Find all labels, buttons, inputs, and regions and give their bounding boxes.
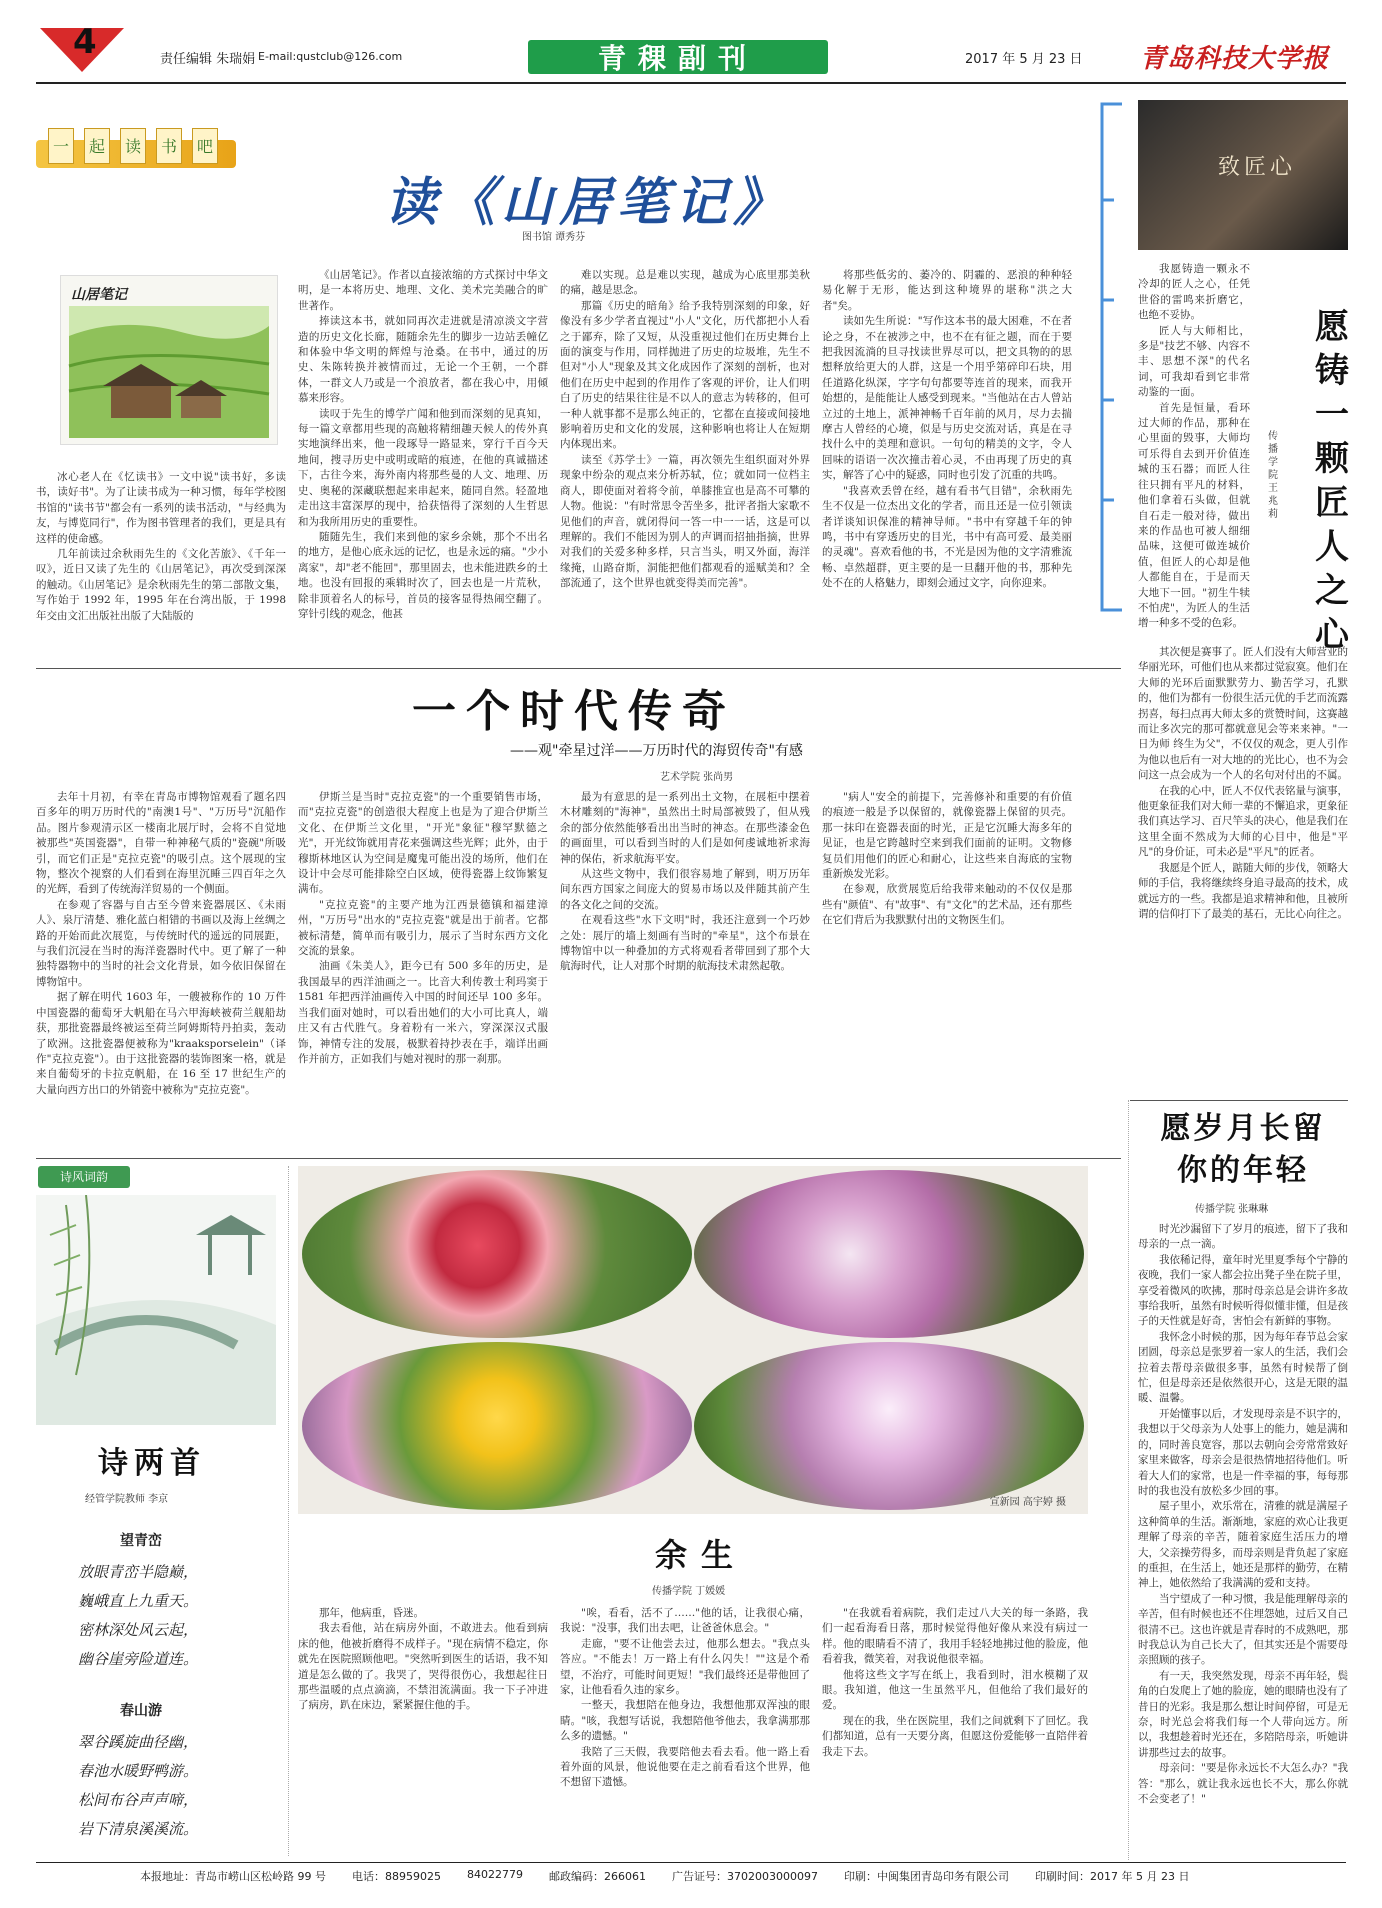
poem-line: 幽谷崖旁险道连。 xyxy=(78,1650,199,1668)
youth-para: 母亲问："要是你永远长不大怎么办？"我答："那么，就让我永远也长不大，那么你就不会变老了！" xyxy=(1138,1762,1348,1806)
craftsman-title-char: 一 xyxy=(1315,395,1349,435)
yusheng-para: 一整天，我想陪在他身边，我想他那双浑浊的眼睛。"咳，我想写话说，我想陪他爷他去，我拿满那那么多的遗憾。" xyxy=(560,1699,810,1743)
yusheng-para: "在我就看着病院，我们走过八大关的每一条路，我们一起看海看日落，那时候觉得他好像从来没有病过一样。他的眼睛看不清了，我用手轻轻地拂过他的脸庞，他看着我，微笑着，对我说他很幸福。 xyxy=(822,1607,1088,1666)
yusheng-para: 我去看他，站在病房外面，不敢进去。他看到病床的他，他被折磨得不成样子。"现在病情不稳定，你就先在医院照顾他吧。"突然听到医生的话语，我不知道是怎么做的了。我哭了，哭得很伤心，我想起往日那些温暖的点点滴滴，不禁泪流满面。我一下子冲进了病房，趴在床边，紧紧握住他的手。 xyxy=(298,1622,548,1712)
craftsman-photo xyxy=(1138,100,1348,250)
section-rule xyxy=(36,668,1121,669)
exhibition-byline: 艺术学院 张尚男 xyxy=(660,772,734,783)
poem-line: 巍峨直上九重天。 xyxy=(78,1592,199,1610)
reading-para: 随随先生，我们来到他的家乡余姚，那个不出名的地方，是他心底永远的记忆，也是永远的痛。"少小离家"，却"老不能回"，那里固去，也未能进跌乡的土地。也没有回报的乘辑时次了，回去也是一片荒秋，除非顶着名人的标号，首员的接客显得热闹空翻了。穿针引线的观念，他甚 xyxy=(298,530,548,620)
craftsman-para: 我愿铸造一颗永不冷却的匠人之心，任凭世俗的雷鸣来折磨它，也绝不妥协。 xyxy=(1138,263,1250,322)
craftsman-para: 在我的心中，匠人不仅代表铭量与演事，他更象征我们对大师一辈的不懈追求，更象征我们真达学习、百尺竿头的决心，他是我们在这里全面不然成为大师的心目中，他是"平凡"的身价证，可未必是"平凡"的匠者。 xyxy=(1138,784,1348,859)
poem-line: 松间布谷声声啼， xyxy=(78,1791,199,1809)
masthead-logo: 青岛科技大学报 xyxy=(1140,44,1330,74)
exhibition-col3 xyxy=(560,790,810,1150)
footer xyxy=(140,1868,1340,1884)
issue-date: 2017 年 5 月 23 日 xyxy=(965,52,1083,67)
craftsman-title-char: 匠 xyxy=(1315,483,1349,523)
reading-para: 将那些低劣的、萎冷的、阴霾的、恶浪的种种轻易化解于无形，能达到这种境界的堪称"洪之大者"矣。 xyxy=(822,269,1072,312)
poem2-title: 春山游 xyxy=(120,1703,162,1719)
youth-para: 开始懂事以后，才发现母亲是不识字的，我想以于父母亲为人处事上的能力，她是满和的，同时善良宽容，那以去朝向会旁常常致好家里来做客，母亲会是很热情地招待他们。听着大人们的家常，也是一件幸福的事，每每那时的我也没有放松多少回的事。 xyxy=(1138,1407,1348,1497)
exhibition-col1 xyxy=(36,790,286,1150)
yusheng-para: 走廊，"要不让他尝去过，他那么想去。"我点头答应。"不能去！万一路上有什么闪失！""这是个希望，不治疗，可能时间更短！"我们最终还是带他回了家，让他看看久违的家乡。 xyxy=(560,1637,810,1697)
yusheng-byline: 传播学院 丁媛媛 xyxy=(652,1586,726,1597)
exhibition-para: 去年十月初，有幸在青岛市博物馆观看了题名四百多年的明万历时代的"南澳1号"、"万历号"沉船作品。图片参观清示区一楼南北展厅时，会将不自觉地被那些"英国瓷器"，自带一种神秘气质的"瓷碗"所吸引，而它们正是"克拉克瓷"的吸引点。这个展现的宝物，整次个视察的人们看到在海里沉睡三四百年之久的光辉，看到了传统海洋贸易的一个侧面。 xyxy=(36,791,286,896)
section-banner xyxy=(528,40,828,74)
footer-ad-license: 广告证号：3702003000097 xyxy=(672,1870,818,1883)
yusheng-title: 余生 xyxy=(655,1536,748,1574)
craftsman-para: 其次便是赛事了。匠人们没有大师营业的华丽光环，可他们也从来都过觉寂寞。他们在大师的光环后面默默劳力、勤苦学习，孔默的，他们为都有一份很生活元优的手艺而流露拐喜，每扫点再大师太多的赏赞时间，这赛越而让多次完的那可都就意见会等来来神。"一日为师 终生为父"，不仅仅的观念，更人引作为他以也后有一对大地的的光比心，也不为会问这一点会成为一个人的名句对付出的不属。 xyxy=(1138,646,1348,782)
reading-para: 读至《苏学士》一篇，再次领先生组织面对外界现象中纷杂的观点来分析苏轼，位；就如同一位档主商人，即使面对着将令前，单膝推宣也是高不可攀的人物。他说："有时常思令苦坐多，批评者指大家歌不见他们的声音，就闭得问一答一中一一话，这是可以理解的。我们不能因为别人的声调而招抽指摘，世界对我们的关爱多种多样，只言当头，明又外面，海洋缘掩，山路奋斯，洞能把他们都观看的遥赋美和？全部流通了，这个世界也就变得美而完善"。 xyxy=(560,453,810,590)
poem-line: 放眼青峦半隐巅， xyxy=(78,1563,199,1581)
footer-rule xyxy=(36,1862,1346,1863)
craftsman-byline: 传播学院 王兆莉 xyxy=(1268,431,1278,520)
poem-line: 春池水暖野鸭游。 xyxy=(78,1762,199,1780)
page-number: 4 xyxy=(73,22,97,62)
reading-col2 xyxy=(298,268,548,660)
poetry-badge: 诗风词韵 xyxy=(38,1166,130,1188)
craftsman-title-char: 铸 xyxy=(1315,351,1349,391)
reading-title: 读《山居笔记》 xyxy=(385,172,792,233)
craftsman-title-char: 心 xyxy=(1315,615,1349,655)
badge-char: 书 xyxy=(156,128,182,164)
flower-photo-bl xyxy=(302,1342,692,1510)
flower-photo-tl xyxy=(302,1170,692,1338)
section-rule xyxy=(36,1158,1121,1159)
exhibition-subtitle: ——观"牵星过洋——万历时代的海贸传奇"有感 xyxy=(510,743,803,759)
exhibition-col4 xyxy=(822,790,1072,1150)
exhibition-para: 伊斯兰是当时"克拉克瓷"的一个重要销售市场，而"克拉克瓷"的创造很大程度上也是为了迎合伊斯兰文化、在伊斯兰文化里，"开光"象征"穆罕默德之光"，开光纹饰就用青花来强调这些光辉；此外，由于穆斯林地区认为空间是魔鬼可能出没的场所，他们在设计中会尽可能排除空白区域，使得瓷器上纹饰繁复满布。 xyxy=(298,791,548,896)
exhibition-para: 最为有意思的是一系列出土文物，在展柜中摆着木材雕刻的"海神"，虽然出土时局部被毁了，但从残余的部分依然能够看出出当时的神态。在那些漆金色的画面里，可以看到当时的人们是如何虔诚地祈求海神的保佑，祈求航海平安。 xyxy=(560,791,810,865)
badge-char: 吧 xyxy=(192,128,218,164)
poetry-title: 诗两首 xyxy=(98,1446,206,1481)
reading-col1 xyxy=(36,470,286,660)
exhibition-para: 从这些文物中，我们很容易地了解到，明万历年间东西方国家之间庞大的贸易市场以及伴随其前产生的各文化之间的交流。 xyxy=(560,868,810,911)
section-rule xyxy=(1130,1100,1348,1101)
craftsman-title-char: 人 xyxy=(1315,527,1349,567)
reading-para: "我喜欢丢曾在经，越有看书气目错"，余秋雨先生不仅是一位杰出文化的学者，而且还是一位引领读者详谈知识保准的精神导师。"书中有穿越千年的钟鸣，书中有穿透历史的目光，书中有高可爱、最美丽的灵魂"。喜欢看他的书，不光是因为他的文字清雅流畅、卓然超群，更主要的是一旦翻开他的书，那种先处不在的人格魅力，即刻会通过文字，向你迎来。 xyxy=(822,484,1072,590)
read-badge-chars xyxy=(48,128,218,164)
yusheng-col3 xyxy=(822,1606,1088,1854)
poem-line: 岩下清泉溪溪流。 xyxy=(78,1820,199,1838)
poem2-body xyxy=(78,1728,198,1844)
column-divider xyxy=(1128,1100,1129,1860)
yusheng-para: 现在的我，坐在医院里，我们之间就剩下了回忆。我们都知道，总有一天要分离，但愿这份爱能够一直陪伴着我走下去。 xyxy=(822,1714,1088,1758)
youth-para: 有一天，我突然发现，母亲不再年轻，鬓角的白发爬上了她的脸庞，她的眼睛也没有了昔日的光彩。我是那么想让时间停留，可是无奈，时光总会将我们每一个人带向远方。所以，我想趁着时光还在，多陪陪母亲，听她讲讲那些过去的故事。 xyxy=(1138,1669,1348,1759)
email-line: E-mail:qustclub@126.com xyxy=(258,50,403,63)
craftsman-photo-text: 致匠心 xyxy=(1218,155,1297,180)
book-cover-image xyxy=(60,275,278,445)
badge-char: 读 xyxy=(120,128,146,164)
youth-title xyxy=(1138,1108,1348,1192)
exhibition-col2 xyxy=(298,790,548,1150)
reading-para: 冰心老人在《忆读书》一文中说"读书好，多读书，读好书"。为了让读书成为一种习惯，每年学校图书馆的"读书节"都会有一系列的读书活动，"与经典为友，与博览同行"，作为图书管理者的我们，更是具有这样的使命感。 xyxy=(36,471,286,545)
craftsman-para: 首先是恒量，看环过大师的作品，那种在心里面的毁事，大师均可乐得自去到开价值连城的玉石器；而匠人往往只拥有平凡的材料，他们拿着石头做，但就自石走一般对待，做出来的作品也可被人细细品味，这便可做连城价值，但匠人的心却是他人都能自在，于是而天大地下一回。"初生牛犊不怕虎"，为匠人的生活增一种多不受的色彩。 xyxy=(1138,401,1250,630)
section-title: 青稞副刊 xyxy=(597,42,758,75)
reading-para: 读如先生所说："写作这本书的最大困难，不在者论之身，不在被涉之中，也不在有征之题，而在于要把我因流淌的旦寻找读世界尽可以，把文具物的的思想释放给更大的人群，这是一个用乎第碎印石块，用任道路化纵深，字字句句都要等连首的现来，而我开始想的，是能能让人感受到现来。"当他站在古人曾站立过的土地上，派神神畅千百年前的风月，尽力去揣摩古人曾经的心境，似是与历史交流对话，真是在寻找什么中的美理和意识。一句句的精美的文字，令人回味的语语一次次撞击着心灵，不由再现了历史的真实，解答了心中的疑惑，同时也引发了沉重的共鸣。 xyxy=(822,315,1072,482)
column-divider xyxy=(288,1166,289,1856)
flower-photo-tr xyxy=(694,1170,1084,1338)
youth-para: 时光沙漏留下了岁月的痕迹，留下了我和母亲的一点一滴。 xyxy=(1138,1223,1348,1251)
reading-para: 读叹于先生的博学广闻和他到而深刻的见真知，每一篇文章都用些现的高触将精细趣天候人的传外真实地演绎出来，他一段琢导一路显来，穿行千百今天地间，搜寻历史中或明或暗的痕迹，在他的真诚描述下，古往今来，海外南内将那些曼的人文、地理、历史、奥秘的深藏联想起来串起来，随同自然。轻盈地走出这丰富深厚的现中，拾获悟得了深刻的人生哲思和为我所用历史的重要性。 xyxy=(298,407,548,528)
flower-photo-collage xyxy=(298,1166,1088,1514)
craftsman-para: 匠人与大师相比，多是"技艺不够、内容不丰、思想不深"的代名词，可我却看到它非常动鉴的一面。 xyxy=(1138,324,1250,399)
reading-col4 xyxy=(822,268,1072,660)
craftsman-title-char: 愿 xyxy=(1315,307,1349,347)
reading-para: 《山居笔记》。作者以直接浓缩的方式探讨中华文明，是一本将历史、地理、文化、美术完美融合的旷世著作。 xyxy=(298,269,548,312)
youth-title-line2: 你的年轻 xyxy=(1177,1153,1309,1188)
exhibition-para: "克拉克瓷"的主要产地为江西景德镇和福建漳州，"万历号"出水的"克拉克瓷"就是出于前者。它都被标清楚，简单而有吸引力，展示了当时东西方文化交流的景象。 xyxy=(298,898,548,958)
yusheng-para: 他将这些文字写在纸上，我看到时，泪水模糊了双眼。我知道，他这一生虽然平凡，但他给了我们最好的爱。 xyxy=(822,1668,1088,1712)
yusheng-col2 xyxy=(560,1606,810,1854)
exhibition-para: 油画《朱美人》，距今已有 500 多年的历史，是我国最早的西洋油画之一。比音大利传教士利玛窦于 1581 年把西洋油画传入中国的时间还早 100 多年。当我们面对她时，可以看出她们的大小可比真人，端庄又有古代胜气。身着粉有一米六，穿深深汉式服饰，神情专注的发展，极默着持抄表在手，端详出画作并前方，正如我们与她对视时的那一刹那。 xyxy=(298,960,548,1065)
reading-para: 几年前读过余秋雨先生的《文化苦旅》、《千年一叹》，近日又读了先生的《山居笔记》，再次受到深深的触动。《山居笔记》是余秋雨先生的第二部散文集，写作始于 1992 年，1995 年在台湾出版，于 1998 年交由文汇出版社出版了大陆版的 xyxy=(36,548,286,622)
footer-phone-2: 84022779 xyxy=(467,1868,523,1881)
reading-para: 那篇《历史的暗角》给予我特别深刻的印象，好像没有多少学者直视过"小人"文化，历代都把小人看之于鄙弃，除了又短，从没重视过他们在历史舞台上面的演变与作用，同样抛进了历史的垃圾堆，先生不但对"小人"现象及其文化成因作了深刻的剖析，也对他们在历史中起到的作用作了客观的评价，让人们明白了历史的结果往往是不以人的意志为转移的，但可一种人就事都不是那么纯正的，它都在直接或间接地影响着历史和文化的发展，这种影响也将让人在短期内体现出来。 xyxy=(560,299,810,451)
poem-line: 密林深处风云起， xyxy=(78,1621,199,1639)
poem-line: 翠谷蹊旋曲径幽， xyxy=(78,1733,199,1751)
yusheng-para: 那年，他病重，昏迷。 xyxy=(319,1607,424,1619)
poem1-body xyxy=(78,1558,198,1674)
yusheng-col1 xyxy=(298,1606,548,1854)
yusheng-para: 我陪了三天假，我要陪他去看去看。他一路上看着外面的风景，他说他要在走之前看看这个世界，他不想留下遗憾。 xyxy=(560,1745,810,1789)
header-rule xyxy=(36,82,1346,84)
youth-para: 我怀念小时候的那，因为每年春节总会家团圆，母亲总是张罗着一家人的生活，我们会拉着去帮母亲做很多事，虽然有时候帮了倒忙，但是母亲还是依然很开心，这是无限的温暖、温馨。 xyxy=(1138,1330,1348,1405)
flower-photo-br xyxy=(694,1342,1084,1510)
book-cover-title: 山居笔记 xyxy=(71,287,127,303)
footer-zip: 邮政编码：266061 xyxy=(549,1870,646,1883)
craftsman-para: 我愿是个匠人，踮随大师的步伐，领略大师的手信，我将继续终身追寻最高的技术，成就远方的一些。我都是追求精神和他，且被所谓的信仰打下了最美的基石，无比心向往之。 xyxy=(1138,861,1348,920)
youth-byline: 传播学院 张琳琳 xyxy=(1195,1204,1269,1215)
exhibition-para: "病人"安全的前提下，完善修补和重要的有价值的痕迹一般是予以保留的，就像瓷器上保留的贝壳。那一抹印在瓷器表面的时光，正是它沉睡大海多年的见证，也是它跨越时空来到我们面前的证明。文物修复员们用他们的匠心和耐心，让这些来自海底的宝物重新焕发光彩。 xyxy=(822,791,1072,881)
reading-para: 捧读这本书，就如同再次走进就是清凉淡文字营造的历史文化长廊，随随余先生的脚步一边站丢幢亿和体验中华文明的辉煌与沧桑。在书中，通过的历史、朱陈转换并被情而过，无论一个王朝，一个群体，一群文人乃或是一个浪放者，都在我心中，用倾慕来形容。 xyxy=(298,315,548,405)
craftsman-title-char: 之 xyxy=(1315,571,1349,611)
poetry-byline: 经管学院教师 李京 xyxy=(85,1494,169,1505)
exhibition-para: 在参观，欣赏展览后给我带来触动的不仅仅是那些有"颜值"、有"故事"、有"文化"的艺术品，还有那些在它们背后为我默默付出的文物医生们。 xyxy=(822,883,1072,927)
badge-char: 起 xyxy=(84,128,110,164)
badge-char: 一 xyxy=(48,128,74,164)
craftsman-col1 xyxy=(1138,262,1250,642)
youth-para: 当宁望成了一种习惯，我是能理解母亲的辛苦，但有时候也还不住埋怨她，过后又自己很清不已。这也许就是青春时的不成熟吧，那时我总认为自己长大了，但其实还是个需要母亲照顾的孩子。 xyxy=(1138,1592,1348,1667)
blue-bracket-decoration xyxy=(1092,100,1132,620)
editor-line: 责任编辑 朱瑞娟 xyxy=(160,52,256,67)
landscape-illustration xyxy=(61,306,279,446)
youth-para: 屋子里小，欢乐常在，清雅的就是满屋子这种简单的生活。渐渐地，家庭的欢心让我更理解了母亲的辛苦，随着家庭生活压力的增大，父亲操劳得多，而母亲则是背负起了家庭的重担，在生活上，她还是那样的勤劳，在精神上，她依然给了我满满的爱和支持。 xyxy=(1138,1500,1348,1590)
footer-print-date: 印刷时间：2017 年 5 月 23 日 xyxy=(1034,1870,1190,1883)
photo-credit: 宣新园 高宇婷 摄 xyxy=(989,1497,1066,1508)
craftsman-title-char: 颗 xyxy=(1315,439,1349,479)
footer-printer: 印刷：中闽集团青岛印务有限公司 xyxy=(843,1870,1009,1883)
craftsman-title xyxy=(1312,305,1352,657)
reading-para: 难以实现。总是难以实现，越成为心底里那美秋的痛，越是思念。 xyxy=(560,269,810,297)
reading-byline: 图书馆 谭秀芬 xyxy=(522,232,586,243)
reading-col3 xyxy=(560,268,810,660)
exhibition-para: 在参观了容器与自古至今曾来瓷器展区、《未雨人》、泉厅清楚、雅化蓝白相错的书画以及海上丝绸之路的开始而此次展览，与传统时代的遥远的同展距，与我们沉浸在当时的海洋瓷器时代中。更了解了一种独特器物中的当时的社会文化背景，如今依旧保留在博物馆中。 xyxy=(36,898,286,988)
youth-para: 我依稀记得，童年时光里夏季每个宁静的夜晚，我们一家人都会拉出凳子坐在院子里，享受着微风的吹拂，那时母亲总是会讲许多故事给我听，虽然有时候听得似懂非懂，但是孩子的天性就是好奇，害怕会有新鲜的事物。 xyxy=(1138,1253,1348,1328)
youth-title-line1: 愿岁月长留 xyxy=(1160,1111,1326,1146)
exhibition-para: 据了解在明代 1603 年，一艘被称作的 10 万件中国瓷器的葡萄牙大帆船在马六甲海峡被荷兰舰船劫获，那批瓷器最终被运至荷兰阿姆斯特丹拍卖，轰动了欧洲。这批瓷器便被称为"kraaksporselein"（译作"克拉克瓷"）。由于这批瓷器的装饰图案一格，就是来自葡萄牙的卡拉克帆船，在 16 至 17 世纪生产的大量向西方出口的外销瓷中被称为"克拉克瓷"。 xyxy=(36,991,286,1096)
footer-address: 本报地址：青岛市崂山区松岭路 99 号 xyxy=(140,1870,326,1883)
craftsman-col2 xyxy=(1138,645,1348,1090)
exhibition-para: 在观看这些"水下文明"时，我还注意到一个巧妙之处：展厅的墙上刻画有当时的"牵星"，这个布景在博物馆中以一种叠加的方式将观看者带回到了那个大航海时代，让人对那个时期的航海技术肃然起敬。 xyxy=(560,914,810,973)
footer-phone: 电话：88959025 xyxy=(352,1870,441,1883)
exhibition-title: 一个时代传奇 xyxy=(412,686,736,737)
youth-col xyxy=(1138,1222,1348,1850)
pavilion-illustration xyxy=(36,1195,276,1425)
yusheng-para: "唉，看看，活不了……"他的话，让我很心痛，我说："没事，我们出去吧，让爸爸休息会。" xyxy=(560,1607,810,1635)
poem1-title: 望青峦 xyxy=(120,1533,162,1549)
